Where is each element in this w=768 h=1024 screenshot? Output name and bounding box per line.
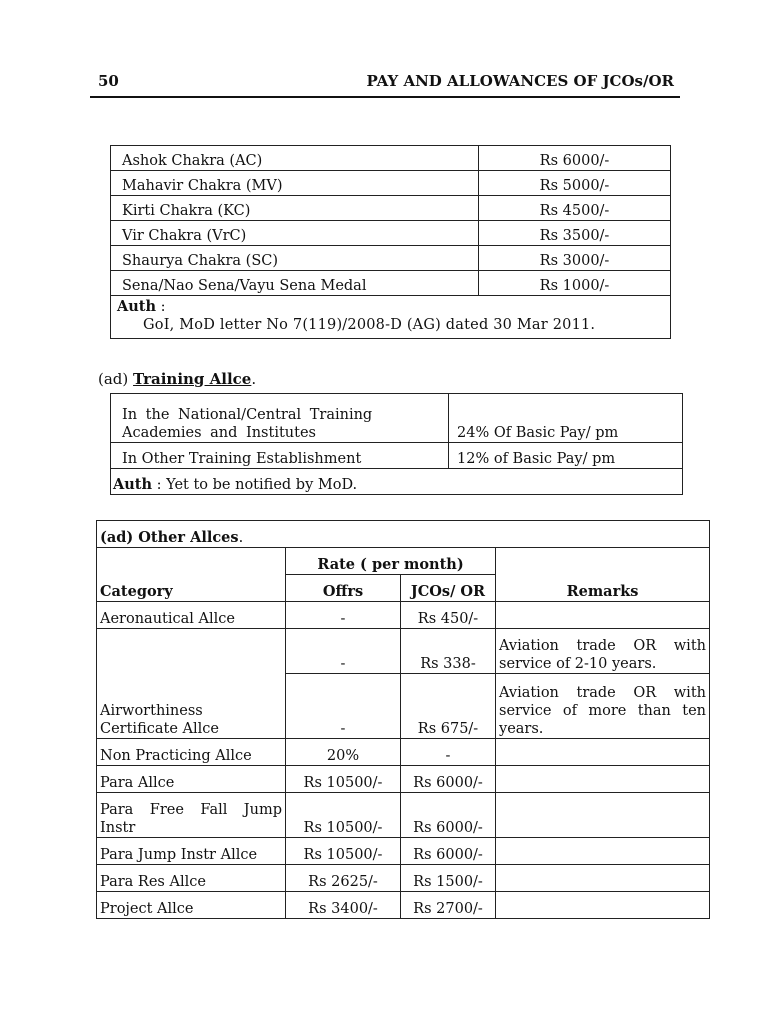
remarks-cell	[496, 766, 710, 793]
award-name: Mahavir Chakra (MV)	[111, 171, 479, 196]
training-allowance-heading	[98, 370, 256, 388]
remarks-cell: Aviation trade OR with service of more than ten years.	[496, 674, 710, 739]
jcos-cell: Rs 675/-	[401, 674, 496, 739]
category-cell: Aeronautical Allce	[97, 602, 286, 629]
award-name: Sena/Nao Sena/Vayu Sena Medal	[111, 271, 479, 296]
auth-text: GoI, MoD letter No 7(119)/2008-D (AG) dated 30 Mar 2011.	[143, 317, 596, 333]
category-cell: Para Allce	[97, 766, 286, 793]
jcos-cell: Rs 6000/-	[401, 793, 496, 838]
other-allowances-table	[96, 520, 710, 919]
category-cell: Para Jump Instr Allce	[97, 838, 286, 865]
table-row	[111, 171, 671, 196]
table-row	[111, 246, 671, 271]
jcos-cell: Rs 6000/-	[401, 838, 496, 865]
heading-suffix: .	[238, 530, 244, 546]
gallantry-allowance-table	[110, 145, 671, 339]
section-prefix: (ad)	[98, 370, 134, 388]
category-cell: Airworthiness Certificate Allce	[97, 629, 286, 739]
offrs-cell: -	[286, 629, 401, 674]
award-amount: Rs 1000/-	[479, 271, 671, 296]
header-row	[97, 548, 710, 575]
page-number: 50	[98, 72, 119, 90]
table-row	[97, 629, 710, 674]
offrs-cell: 20%	[286, 739, 401, 766]
col-header-offrs: Offrs	[286, 575, 401, 602]
award-amount: Rs 5000/-	[479, 171, 671, 196]
table-row	[97, 838, 710, 865]
remarks-cell	[496, 602, 710, 629]
category-cell: Project Allce	[97, 892, 286, 919]
table-title-row	[97, 521, 710, 548]
auth-colon: :	[156, 299, 166, 315]
table-row	[97, 602, 710, 629]
jcos-cell: Rs 6000/-	[401, 766, 496, 793]
table-row	[97, 892, 710, 919]
col-header-category: Category	[97, 548, 286, 602]
table-row	[111, 443, 683, 469]
award-amount: Rs 3000/-	[479, 246, 671, 271]
award-amount: Rs 4500/-	[479, 196, 671, 221]
remarks-cell	[496, 865, 710, 892]
award-name: Kirti Chakra (KC)	[111, 196, 479, 221]
table-row	[111, 221, 671, 246]
auth-text: : Yet to be notified by MoD.	[152, 477, 358, 493]
col-header-jcos: JCOs/ OR	[401, 575, 496, 602]
auth-cell	[111, 296, 671, 339]
remarks-cell	[496, 838, 710, 865]
award-name: Ashok Chakra (AC)	[111, 146, 479, 171]
jcos-cell: Rs 1500/-	[401, 865, 496, 892]
table-row	[97, 793, 710, 838]
category-cell: Para Res Allce	[97, 865, 286, 892]
auth-row	[111, 469, 683, 495]
offrs-cell: Rs 10500/-	[286, 793, 401, 838]
col-header-rate: Rate ( per month)	[286, 548, 496, 575]
training-rate: 12% of Basic Pay/ pm	[449, 443, 683, 469]
table-row	[111, 394, 683, 443]
training-place: In Other Training Establishment	[111, 443, 449, 469]
jcos-cell: Rs 338-	[401, 629, 496, 674]
award-amount: Rs 3500/-	[479, 221, 671, 246]
training-rate: 24% Of Basic Pay/ pm	[449, 394, 683, 443]
remarks-cell: Aviation trade OR with service of 2-10 years.	[496, 629, 710, 674]
table-row	[97, 865, 710, 892]
offrs-cell: Rs 2625/-	[286, 865, 401, 892]
page-header	[90, 70, 680, 98]
table-row	[97, 766, 710, 793]
remarks-cell	[496, 739, 710, 766]
table-title-cell	[97, 521, 710, 548]
table-row	[111, 146, 671, 171]
remarks-cell	[496, 793, 710, 838]
table-row	[97, 739, 710, 766]
auth-cell	[111, 469, 683, 495]
offrs-cell: -	[286, 674, 401, 739]
jcos-cell: Rs 450/-	[401, 602, 496, 629]
award-name: Shaurya Chakra (SC)	[111, 246, 479, 271]
award-amount: Rs 6000/-	[479, 146, 671, 171]
offrs-cell: -	[286, 602, 401, 629]
section-title: Training Allce	[133, 370, 252, 388]
table-row	[111, 271, 671, 296]
col-header-remarks: Remarks	[496, 548, 710, 602]
category-cell: Non Practicing Allce	[97, 739, 286, 766]
auth-label: Auth	[117, 298, 157, 315]
jcos-cell: Rs 2700/-	[401, 892, 496, 919]
award-name: Vir Chakra (VrC)	[111, 221, 479, 246]
training-allowance-table	[110, 393, 683, 495]
offrs-cell: Rs 10500/-	[286, 766, 401, 793]
remarks-cell	[496, 892, 710, 919]
other-allowances-heading: (ad) Other Allces	[100, 529, 239, 546]
table-row	[111, 196, 671, 221]
running-title: PAY AND ALLOWANCES OF JCOs/OR	[366, 72, 674, 90]
training-place: In the National/Central Training Academies and Institutes	[111, 394, 449, 443]
category-cell: Para Free Fall Jump Instr	[97, 793, 286, 838]
jcos-cell: -	[401, 739, 496, 766]
section-suffix: .	[251, 370, 257, 388]
auth-label: Auth	[113, 476, 153, 493]
offrs-cell: Rs 10500/-	[286, 838, 401, 865]
offrs-cell: Rs 3400/-	[286, 892, 401, 919]
auth-row	[111, 296, 671, 339]
